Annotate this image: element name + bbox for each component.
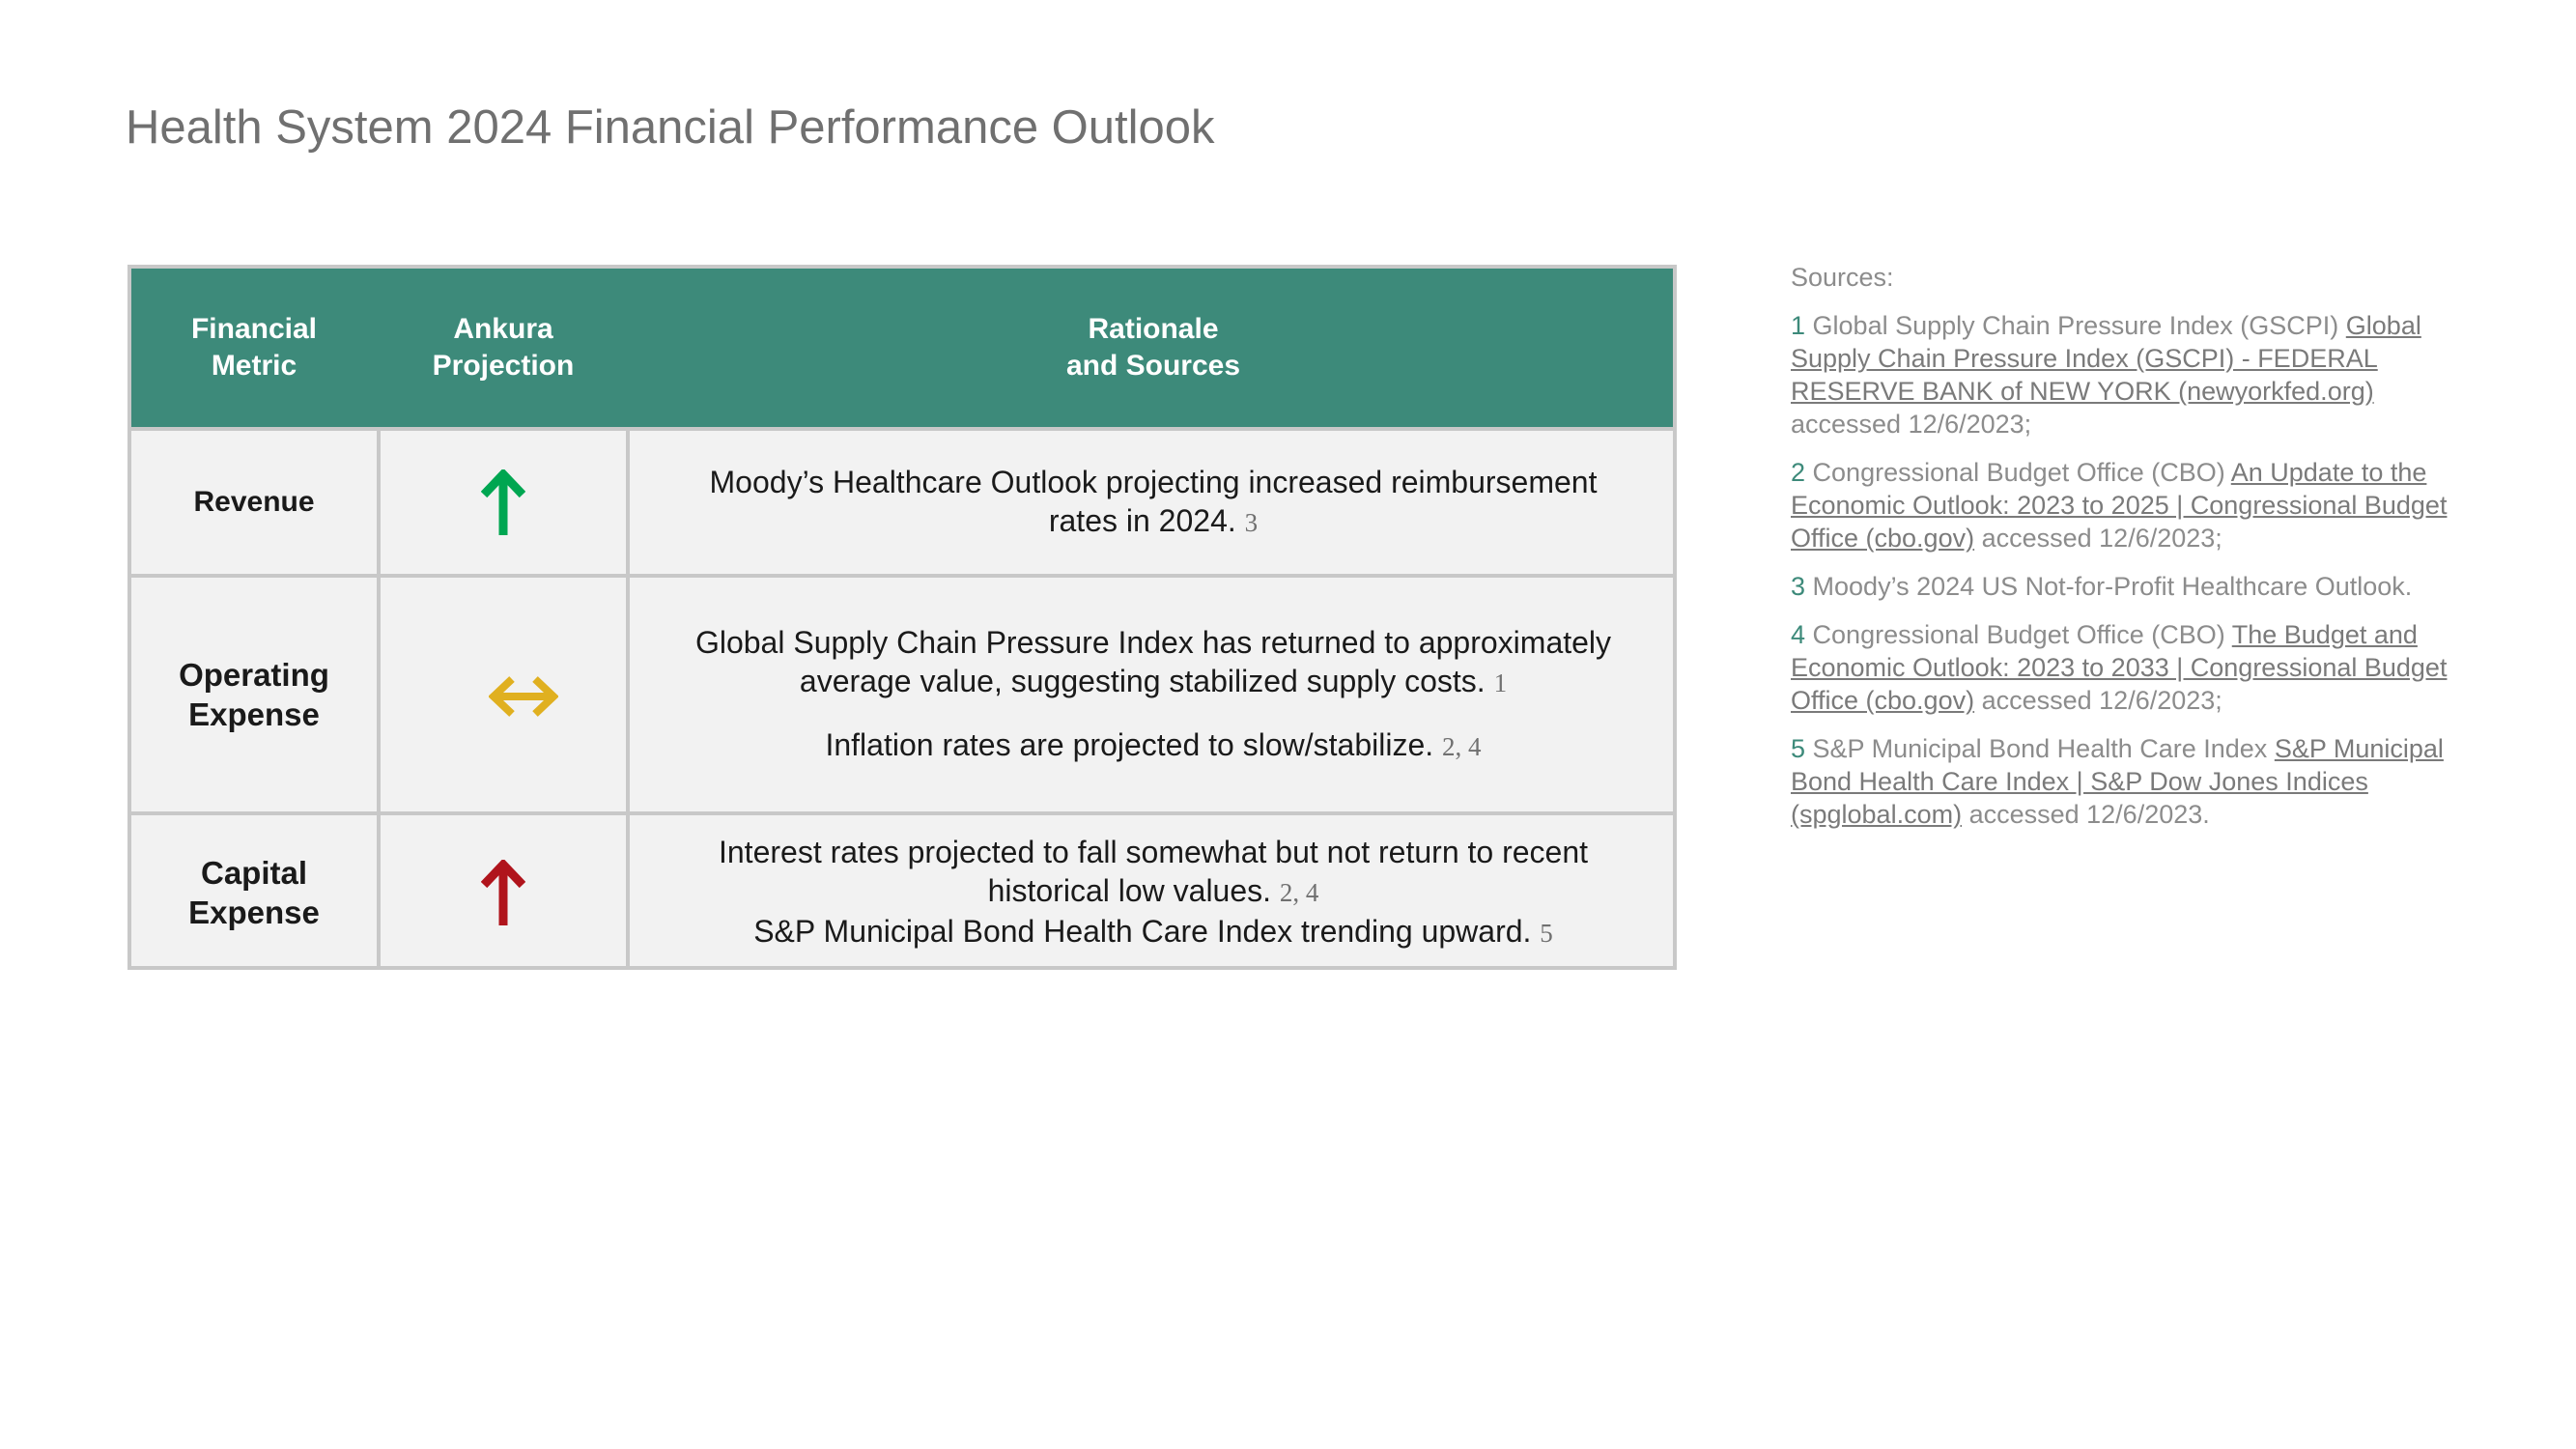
sources-heading: Sources: <box>1791 263 1894 292</box>
page-title: Health System 2024 Financial Performance Outlook <box>126 101 1215 154</box>
header-rationale-line1: Rationale <box>1088 313 1219 345</box>
rationale-text: average value, suggesting stabilized supply costs. <box>799 664 1486 698</box>
source-item <box>1791 732 2486 831</box>
source-number: 2 <box>1791 458 1806 487</box>
source-ref: 3 <box>1244 508 1259 537</box>
source-ref: 5 <box>1540 919 1553 948</box>
row-capital-expense-projection <box>381 815 626 970</box>
header-financial-metric <box>131 269 377 427</box>
rationale-line <box>800 662 1507 702</box>
row-revenue-projection <box>381 431 626 574</box>
source-link[interactable]: Global Supply Chain Pressure Index (GSCPI) - FEDERAL RESERVE BANK of NEW YORK (newyorkfed.org) <box>1791 311 2421 406</box>
rationale-text: Inflation rates are projected to slow/stabilize. <box>825 727 1434 762</box>
outlook-table <box>127 265 1677 970</box>
source-ref: 1 <box>1493 668 1508 697</box>
rationale-text: rates in 2024. <box>1048 503 1236 538</box>
row-operating-expense-rationale <box>630 578 1677 811</box>
source-item <box>1791 570 2486 603</box>
row-capital-expense-rationale <box>630 815 1677 970</box>
row-capital-expense-metric <box>131 815 377 970</box>
rationale-line <box>753 912 1553 952</box>
source-accessed: accessed 12/6/2023; <box>1974 524 2222 553</box>
source-link[interactable]: An Update to the Economic Outlook: 2023 to 2025 | Congressional Budget Office (cbo.gov) <box>1791 458 2448 553</box>
metric-label-line1: Operating <box>179 657 329 693</box>
metric-label: Revenue <box>193 486 315 518</box>
source-ref: 2, 4 <box>1279 878 1319 907</box>
source-link[interactable]: The Budget and Economic Outlook: 2023 to 2033 | Congressional Budget Office (cbo.gov) <box>1791 620 2448 715</box>
source-text: S&P Municipal Bond Health Care Index <box>1805 734 2275 763</box>
rationale-text: historical low values. <box>987 873 1272 908</box>
rationale-line <box>825 725 1481 766</box>
metric-label-line2: Expense <box>188 895 320 930</box>
sources-panel <box>1791 261 2486 846</box>
rationale-line: Global Supply Chain Pressure Index has returned to approximately <box>694 625 1612 660</box>
header-ankura-projection <box>381 269 626 427</box>
red-up-arrow-icon <box>481 860 525 927</box>
rationale-line <box>988 871 1319 912</box>
source-item <box>1791 456 2486 554</box>
source-accessed: accessed 12/6/2023; <box>1791 410 2032 439</box>
source-number: 4 <box>1791 620 1806 649</box>
source-number: 3 <box>1791 572 1806 601</box>
source-number: 1 <box>1791 311 1806 340</box>
source-text: Global Supply Chain Pressure Index (GSCPI) <box>1805 311 2346 340</box>
row-revenue-metric <box>131 431 377 574</box>
metric-label-line2: Expense <box>188 696 320 732</box>
gold-left-right-arrow-icon <box>489 674 558 719</box>
source-accessed: accessed 12/6/2023; <box>1974 686 2222 715</box>
rationale-line <box>1049 501 1258 542</box>
source-item <box>1791 309 2486 440</box>
rationale-line: Interest rates projected to fall somewhat but not return to recent <box>718 835 1589 869</box>
metric-label-line1: Capital <box>200 855 308 891</box>
source-number: 5 <box>1791 734 1806 763</box>
row-revenue-rationale <box>630 431 1677 574</box>
header-rationale <box>630 269 1677 427</box>
header-metric-line1: Financial <box>190 313 318 345</box>
source-item <box>1791 618 2486 717</box>
source-text: Moody’s 2024 US Not-for-Profit Healthcare Outlook. <box>1805 572 2413 601</box>
header-projection-line2: Projection <box>432 350 575 382</box>
source-ref: 2, 4 <box>1442 732 1482 761</box>
row-operating-expense-metric <box>131 578 377 811</box>
source-text: Congressional Budget Office (CBO) <box>1805 458 2231 487</box>
green-up-arrow-icon <box>481 469 525 537</box>
source-link[interactable]: S&P Municipal Bond Health Care Index | S&P Dow Jones Indices (spglobal.com) <box>1791 734 2444 829</box>
row-operating-expense-projection <box>381 578 626 811</box>
rationale-text: S&P Municipal Bond Health Care Index trending upward. <box>753 914 1532 949</box>
source-accessed: accessed 12/6/2023. <box>1962 800 2210 829</box>
rationale-line: Moody’s Healthcare Outlook projecting increased reimbursement <box>709 465 1598 499</box>
header-rationale-line2: and Sources <box>1065 350 1241 382</box>
header-projection-line1: Ankura <box>453 313 553 345</box>
header-metric-line2: Metric <box>211 350 297 382</box>
source-text: Congressional Budget Office (CBO) <box>1805 620 2232 649</box>
